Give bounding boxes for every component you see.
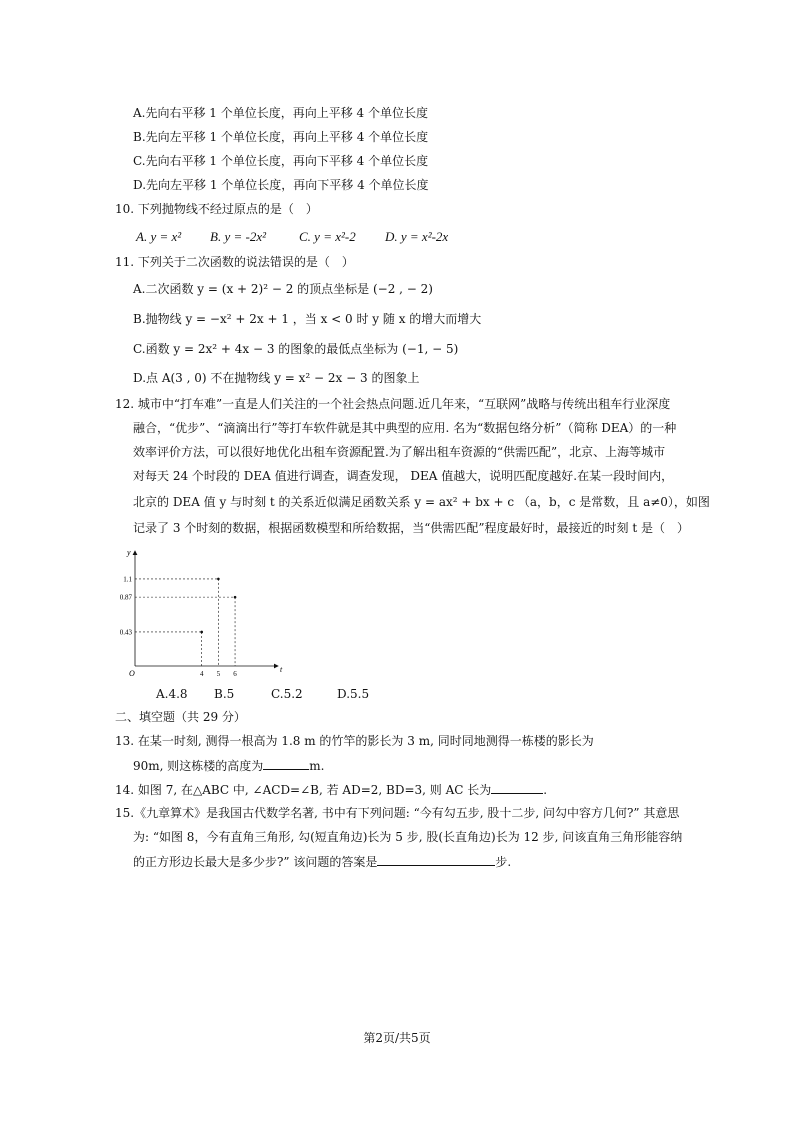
- data-point: [217, 578, 220, 581]
- y-tick-label: 0.87: [119, 593, 132, 602]
- q9-option-c: C.先向右平移 1 个单位长度，再向下平移 4 个单位长度: [133, 154, 429, 168]
- q12-option-a: A.4.8: [156, 687, 188, 701]
- q14-answer-blank[interactable]: [491, 781, 543, 794]
- page-number: 第2页/共5页: [363, 1031, 431, 1045]
- q15-line-3: [133, 853, 511, 870]
- q12-option-c: C.5.2: [271, 687, 303, 701]
- q12-line-2: 融合，“优步”、“滴滴出行”等打车软件就是其中典型的应用. 名为“数据包络分析”（简称 DEA）的一种: [133, 421, 677, 435]
- q11-option-d: D.点 A(3 , 0) 不在抛物线 y = x² − 2x − 3 的图象上: [133, 371, 420, 385]
- q12-option-b: B.5: [214, 687, 235, 701]
- q13-answer-blank[interactable]: [263, 757, 309, 770]
- q13-text: 90m, 则这栋楼的高度为: [133, 759, 264, 773]
- q12-line-4: 对每天 24 个时段的 DEA 值进行调查，调查发现， DEA 值越大，说明匹配度越好.在某一段时间内，: [133, 469, 674, 483]
- q9-option-d: D.先向左平移 1 个单位长度，再向下平移 4 个单位长度: [133, 178, 429, 192]
- q13-unit: m.: [309, 759, 325, 773]
- q15-line-1: 15.《九章算术》是我国古代数学名著, 书中有下列问题: “今有勾五步, 股十二步, 问勾中容方几何?” 其意思: [115, 806, 680, 820]
- q11-option-a: A.二次函数 y = (x + 2)² − 2 的顶点坐标是 (−2 , − 2): [133, 282, 433, 296]
- q12-line-6: 记录了 3 个时刻的数据，根据函数模型和所给数据，当“供需匹配”程度最好时，最接近的时刻 t 是（ ）: [133, 521, 689, 535]
- x-tick-label: 5: [216, 670, 221, 678]
- origin-label: O: [129, 669, 135, 678]
- data-point: [200, 631, 203, 634]
- section-heading: 二、填空题（共 29 分）: [115, 710, 246, 724]
- q11-option-b: B.抛物线 y = −x² + 2x + 1 ，当 x < 0 时 y 随 x 的增大而增大: [133, 312, 482, 326]
- data-point: [234, 596, 237, 599]
- dea-chart: [108, 543, 308, 683]
- q9-option-b: B.先向左平移 1 个单位长度，再向上平移 4 个单位长度: [133, 130, 429, 144]
- x-tick-label: 6: [233, 670, 237, 678]
- q11-option-c: C.函数 y = 2x² + 4x − 3 的图象的最低点坐标为 (−1, − 5): [133, 342, 459, 356]
- q11-stem: 11. 下列关于二次函数的说法错误的是（ ）: [115, 255, 354, 269]
- q14-text: 14. 如图 7, 在△ABC 中, ∠ACD=∠B, 若 AD=2, BD=3, 则 AC 长为: [115, 783, 492, 797]
- q15-text: 的正方形边长最大是多少步?” 该问题的答案是: [133, 855, 378, 869]
- y-tick-label: 0.43: [119, 628, 132, 637]
- y-tick-label: 1.1: [123, 575, 132, 584]
- q10-stem: 10. 下列抛物线不经过原点的是（ ）: [115, 202, 318, 216]
- q13-line-1: 13. 在某一时刻, 测得一根高为 1.8 m 的竹竿的影长为 3 m, 同时同地测得一栋楼的影长为: [115, 734, 594, 748]
- q10-option-b: B. y = -2x²: [210, 229, 266, 244]
- q15-unit: 步.: [495, 855, 512, 869]
- q15-answer-blank[interactable]: [377, 853, 495, 866]
- q10-option-a: A. y = x²: [136, 229, 182, 244]
- q15-line-2: 为: “如图 8，今有直角三角形, 勾(短直角边)长为 5 步, 股(长直角边)长为 12 步, 问该直角三角形能容纳: [133, 830, 683, 844]
- q14-end: .: [543, 783, 548, 797]
- q14-line: [115, 781, 547, 798]
- q12-option-d: D.5.5: [337, 687, 370, 701]
- q9-option-a: A.先向右平移 1 个单位长度，再向上平移 4 个单位长度: [133, 106, 429, 120]
- q12-line-3: 效率评价方法，可以很好地优化出租车资源配置.为了解出租车资源的“供需匹配”，北京、上海等城市: [133, 445, 666, 459]
- q13-line-2: [133, 757, 324, 774]
- x-axis-label: t: [280, 665, 283, 674]
- q12-line-1: 12. 城市中“打车难”一直是人们关注的一个社会热点问题.近几年来，“互联网”战略与传统出租车行业深度: [115, 397, 671, 411]
- q10-option-d: D. y = x²-2x: [385, 229, 449, 244]
- x-tick-label: 4: [199, 670, 204, 678]
- y-axis-label: y: [127, 548, 131, 557]
- q12-line-5: 北京的 DEA 值 y 与时刻 t 的关系近似满足函数关系 y = ax² + bx + c （a，b，c 是常数，且 a≠0），如图: [133, 495, 710, 509]
- q10-option-c: C. y = x²-2: [299, 229, 356, 244]
